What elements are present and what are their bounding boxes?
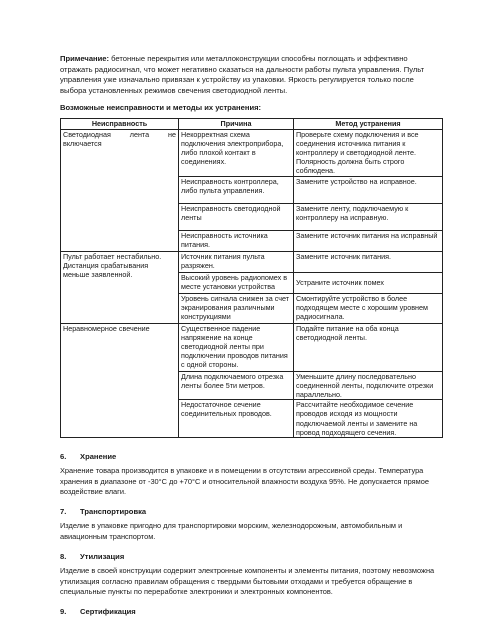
cause-cell: Высокий уровень радиопомех в месте установки устройства <box>179 272 294 293</box>
section-title: 9. Сертификация <box>60 607 136 617</box>
section-disposal <box>60 552 441 597</box>
cause-cell: Уровень сигнала снижен за счет экранирования различными конструкциями <box>179 293 294 323</box>
section-body: Хранение товара производится в упаковке и в помещении в отсутствии агрессивной среды. Температура хранения в диапазоне от -30°С до +70°С и относительной влажности воздуха 95%. Не допускается прямое воздействие влаги. <box>60 466 429 497</box>
table-header-row <box>61 119 443 129</box>
section-body: Изделие в упаковке пригодно для транспортировки морским, железнодорожным, автомобильным и авиационным транспортом. <box>60 521 403 541</box>
cause-cell: Недостаточное сечение соединительных проводов. <box>179 400 294 438</box>
fix-cell: Проверьте схему подключения и все соединения источника питания к контроллеру и светодиодной ленте. Полярность должна быть строго соблюдена. <box>294 129 443 176</box>
cause-cell: Существенное падение напряжение на конце светодиодной ленты при подключении проводов питания с одной стороны. <box>179 323 294 371</box>
cause-cell: Неисправность светодиодной ленты <box>179 203 294 230</box>
section-title: 6. Хранение <box>60 452 117 462</box>
cause-cell: Некорректная схема подключения электроприбора, либо плохой контакт в соединениях. <box>179 129 294 176</box>
fix-cell: Устраните источник помех <box>294 272 443 293</box>
section-storage <box>60 452 441 497</box>
header-fault: Неисправность <box>61 119 179 129</box>
fix-cell: Подайте питание на оба конца светодиодной ленты. <box>294 323 443 371</box>
fix-cell: Смонтируйте устройство в более подходящем месте с хорошим уровнем радиосигнала. <box>294 293 443 323</box>
cause-cell: Источник питания пульта разряжен. <box>179 251 294 272</box>
note-paragraph <box>60 54 441 96</box>
fix-cell: Замените источник питания на исправный <box>294 230 443 251</box>
troubleshooting-table <box>60 118 443 438</box>
section-title: 8. Утилизация <box>60 552 125 562</box>
table-row <box>61 323 443 371</box>
cause-cell: Длина подключаемого отрезка ленты более 5ти метров. <box>179 371 294 400</box>
cause-cell: Неисправность источника питания. <box>179 230 294 251</box>
fix-cell: Замените источник питания. <box>294 251 443 272</box>
note-text: бетонные перекрытия или металлоконструкции способны поглощать и эффективно отражать радиосигнал, что может негативно сказаться на дальности работы пульта управления. Пульт управления уже изначально привязан к устройству из упаковки. Яркость регулируется только после выбора установленных режимов свечения светодиодной ленты. <box>60 54 425 95</box>
cause-cell: Неисправность контроллера, либо пульта управления. <box>179 176 294 203</box>
section-title: 7. Транспортировка <box>60 507 147 517</box>
fault-cell: Пульт работает нестабильно. Дистанция срабатывания меньше заявленной. <box>61 251 179 323</box>
fix-cell: Замените ленту, подключаемую к контроллеру на исправную. <box>294 203 443 230</box>
header-fix: Метод устранения <box>294 119 443 129</box>
table-row <box>61 129 443 176</box>
fix-cell: Уменьшите длину последовательно соединенной ленты, подключите отрезки параллельно. <box>294 371 443 400</box>
fix-cell: Рассчитайте необходимое сечение проводов исходя из мощности подключаемой ленты и замените на провод подходящего сечения. <box>294 400 443 438</box>
table-row <box>61 251 443 272</box>
fault-cell: Неравномерное свечение <box>61 323 179 438</box>
note-label: Примечание: <box>60 54 110 63</box>
section-body: Изделие в своей конструкции содержит электронные компоненты и элементы питания, поэтому невозможна утилизация согласно правилам обращения с твердыми бытовыми отходами и требуется обращение в специальные пункты по переработке электроники и электронных компонентов. <box>60 566 435 597</box>
fault-cell: Светодиодная лента не включается <box>61 129 179 251</box>
fix-cell: Замените устройство на исправное. <box>294 176 443 203</box>
section-transport <box>60 507 441 542</box>
header-cause: Причина <box>179 119 294 129</box>
section-certification <box>60 607 441 616</box>
table-title: Возможные неисправности и методы их устранения: <box>60 103 262 113</box>
